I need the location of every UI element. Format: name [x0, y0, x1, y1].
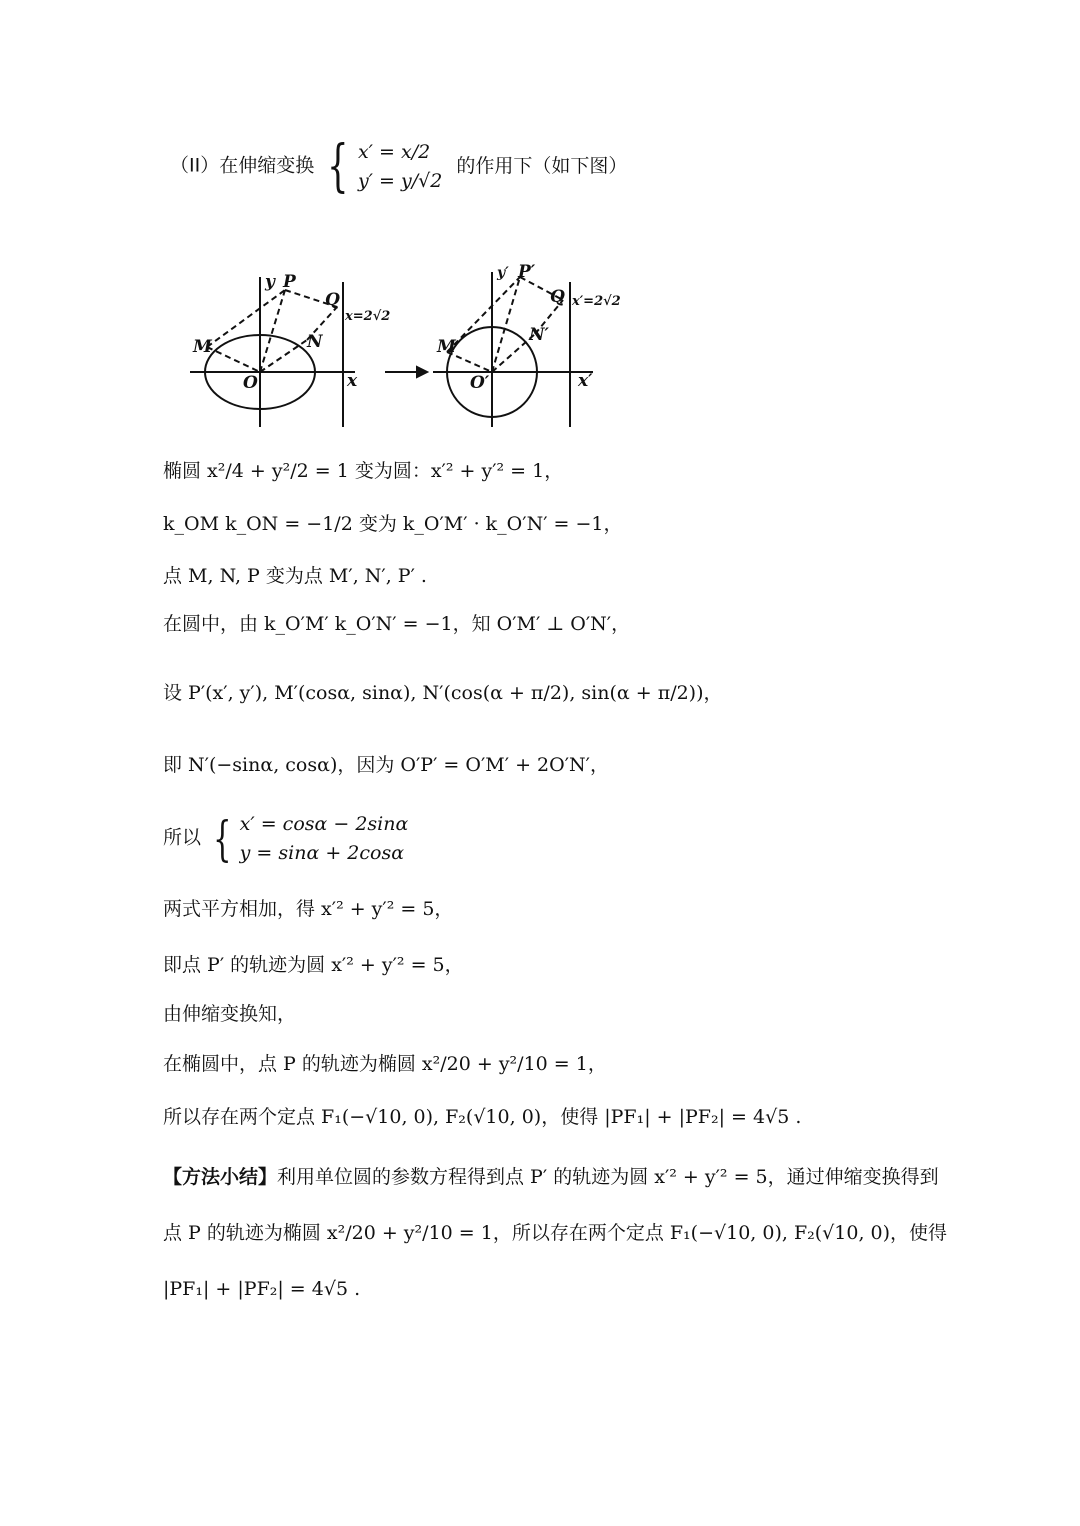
transform-system: [358, 138, 442, 195]
right-label-p: P′: [518, 262, 536, 282]
right-label-y: y′: [497, 265, 509, 281]
left-label-x: x: [347, 371, 358, 391]
intro-suffix: 的作用下（如下图）: [456, 154, 628, 177]
summary-tag: 【方法小结】: [163, 1166, 278, 1188]
line-ellipse-to-circle: 椭圆 x²/4 + y²/2 = 1 变为圆：x′² + y′² = 1，: [163, 460, 564, 482]
line-vector-relation: 即 N′(−sinα, cosα)，因为 O′P′ = O′M′ + 2O′N′，: [163, 754, 609, 776]
intro-prefix: （II）在伸缩变换: [170, 154, 315, 177]
line-parametrize: 设 P′(x′, y′), M′(cosα, sinα), N′(cos(α + π/2), sin(α + π/2))，: [163, 682, 723, 704]
eq-x: x′ = cosα − 2sinα: [239, 813, 409, 835]
transform-arrow: [385, 367, 427, 377]
summary-line-3: |PF₁| + |PF₂| = 4√5 .: [163, 1278, 361, 1300]
right-label-o: O′: [470, 373, 490, 393]
transform-figure: [185, 262, 645, 437]
transform-y: y′ = y/√2: [357, 169, 443, 192]
left-label-y: y: [265, 272, 275, 292]
line-fixed-points: 所以存在两个定点 F₁(−√10, 0), F₂(√10, 0)，使得 |PF₁| + |PF₂| = 4√5 .: [163, 1106, 802, 1128]
right-label-x: x′: [578, 371, 593, 391]
right-label-xline: x′=2√2: [572, 294, 621, 309]
system-prefix: 所以: [163, 826, 202, 849]
line-points-map: 点 M, N, P 变为点 M′, N′, P′ .: [163, 565, 427, 587]
eq-y: y = sinα + 2cosα: [239, 841, 405, 864]
left-label-o: O: [243, 373, 258, 393]
right-labels: [436, 262, 621, 393]
summary-text-1: 利用单位圆的参数方程得到点 P′ 的轨迹为圆 x′² + y′² = 5，通过伸缩变换得到: [277, 1166, 939, 1188]
right-diagram: [433, 272, 593, 427]
right-label-m: M: [437, 337, 456, 357]
right-label-q: Q: [550, 287, 565, 307]
transform-x: x′ = x/2: [357, 141, 431, 163]
line-slope-product: k_OM k_ON = −1/2 变为 k_O′M′ · k_O′N′ = −1，: [163, 513, 623, 535]
line-locus-ellipse: 在椭圆中，点 P 的轨迹为椭圆 x²/20 + y²/10 = 1，: [163, 1053, 607, 1075]
line-locus-circle: 即点 P′ 的轨迹为圆 x′² + y′² = 5，: [163, 954, 464, 976]
left-labels: [192, 272, 390, 393]
left-label-xline: x=2√2: [345, 309, 391, 324]
summary-line-1: [163, 1168, 939, 1187]
left-label-m: M: [193, 337, 212, 357]
system-brace: {: [327, 133, 349, 199]
left-label-p: P: [283, 272, 296, 292]
line-perpendicular: 在圆中，由 k_O′M′ k_O′N′ = −1，知 O′M′ ⊥ O′N′，: [163, 613, 631, 635]
right-label-n: N′: [529, 325, 550, 345]
left-label-q: Q: [325, 290, 340, 310]
transform-intro: [170, 133, 628, 199]
line-square-sum: 两式平方相加，得 x′² + y′² = 5，: [163, 898, 454, 920]
line-system: [163, 810, 408, 867]
line-by-transform: 由伸缩变换知，: [163, 1003, 297, 1025]
left-label-n: N: [307, 332, 323, 352]
coordinate-system: [240, 810, 409, 867]
system-brace-2: {: [213, 810, 232, 867]
summary-line-2: 点 P 的轨迹为椭圆 x²/20 + y²/10 = 1，所以存在两个定点 F₁(−√10, 0), F₂(√10, 0)，使得: [163, 1222, 948, 1244]
